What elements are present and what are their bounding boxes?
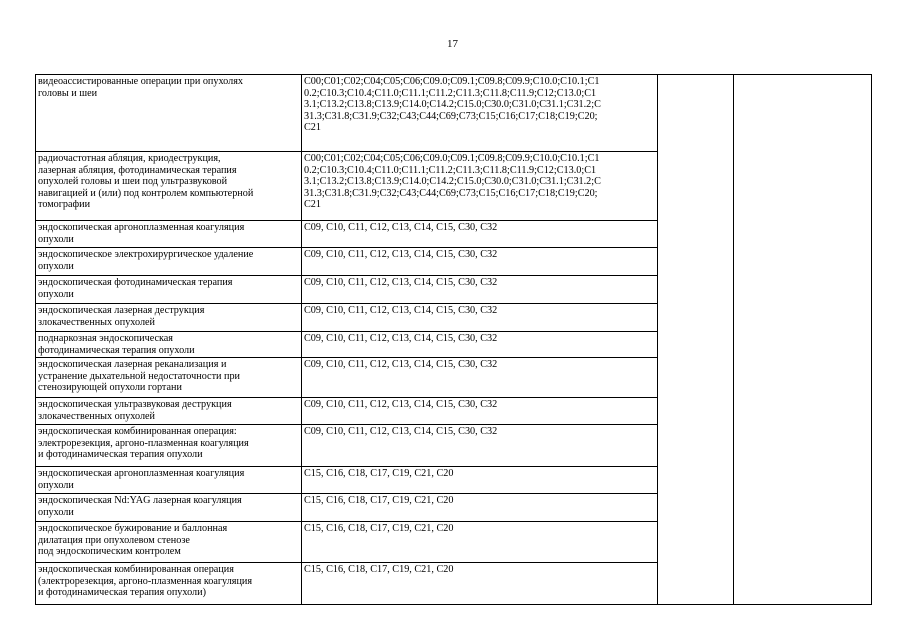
codes-cell: C09, C10, C11, C12, C13, C14, C15, C30, C32 <box>302 425 658 467</box>
procedure-cell: видеоассистированные операции при опухолях головы и шеи <box>36 75 302 152</box>
codes-cell: C15, C16, C18, C17, C19, C21, C20 <box>302 467 658 494</box>
codes-cell: C15, C16, C18, C17, C19, C21, C20 <box>302 522 658 563</box>
procedure-cell: радиочастотная абляция, криодеструкция, лазерная абляция, фотодинамическая терапия опухолей головы и шеи под ультразвуковой навигацией и (или) под контролем компьютерной томографии <box>36 152 302 221</box>
page-number: 17 <box>447 38 458 50</box>
procedure-table <box>35 74 872 605</box>
procedure-table-body <box>36 75 872 605</box>
procedure-cell: эндоскопическая лазерная реканализация и устранение дыхательной недостаточности при стенозирующей опухоли гортани <box>36 358 302 398</box>
procedure-cell: поднаркозная эндоскопическая фотодинамическая терапия опухоли <box>36 332 302 358</box>
procedure-cell: эндоскопическая ультразвуковая деструкция злокачественных опухолей <box>36 398 302 425</box>
procedure-cell: эндоскопическая аргоноплазменная коагуляция опухоли <box>36 467 302 494</box>
empty-cell <box>734 75 872 605</box>
procedure-cell: эндоскопическая комбинированная операция: электрорезекция, аргоно-плазменная коагуляция и фотодинамическая терапия опухоли <box>36 425 302 467</box>
procedure-cell: эндоскопическое электрохирургическое удаление опухоли <box>36 248 302 276</box>
codes-cell: C09, C10, C11, C12, C13, C14, C15, C30, C32 <box>302 332 658 358</box>
table-row <box>36 75 872 152</box>
codes-cell: C09, C10, C11, C12, C13, C14, C15, C30, C32 <box>302 398 658 425</box>
codes-cell: C15, C16, C18, C17, C19, C21, C20 <box>302 494 658 522</box>
codes-cell: C09, C10, C11, C12, C13, C14, C15, C30, C32 <box>302 221 658 248</box>
procedure-cell: эндоскопическая Nd:YAG лазерная коагуляция опухоли <box>36 494 302 522</box>
procedure-cell: эндоскопическая аргоноплазменная коагуляция опухоли <box>36 221 302 248</box>
procedure-cell: эндоскопическая лазерная деструкция злокачественных опухолей <box>36 304 302 332</box>
codes-cell: C09, C10, C11, C12, C13, C14, C15, C30, C32 <box>302 358 658 398</box>
procedure-cell: эндоскопическая комбинированная операция (электрорезекция, аргоно-плазменная коагуляция и фотодинамическая терапия опухоли) <box>36 563 302 605</box>
procedure-cell: эндоскопическая фотодинамическая терапия опухоли <box>36 276 302 304</box>
codes-cell: C15, C16, C18, C17, C19, C21, C20 <box>302 563 658 605</box>
codes-cell: C00;C01;C02;C04;C05;C06;C09.0;C09.1;C09.8;C09.9;C10.0;C10.1;C1 0.2;C10.3;C10.4;C11.0;C11.1;C11.2;C11.3;C11.8;C11.9;C12;C13.0;C1 3.1;C13.2;C13.8;C13.9;C14.0;C14.2;C15.0;C30.0;C31.0;C31.1;C31.2;C 31.3;C31.8;C31.9;C32;C43;C44;C69;C73;C15;C16;C17;C18;C19;C20; C21 <box>302 152 658 221</box>
codes-cell: C09, C10, C11, C12, C13, C14, C15, C30, C32 <box>302 248 658 276</box>
empty-cell <box>658 75 734 605</box>
codes-cell: C00;C01;C02;C04;C05;C06;C09.0;C09.1;C09.8;C09.9;C10.0;C10.1;C1 0.2;C10.3;C10.4;C11.0;C11.1;C11.2;C11.3;C11.8;C11.9;C12;C13.0;C1 3.1;C13.2;C13.8;C13.9;C14.0;C14.2;C15.0;C30.0;C31.0;C31.1;C31.2;C 31.3;C31.8;C31.9;C32;C43;C44;C69;C73;C15;C16;C17;C18;C19;C20; C21 <box>302 75 658 152</box>
codes-cell: C09, C10, C11, C12, C13, C14, C15, C30, C32 <box>302 276 658 304</box>
codes-cell: C09, C10, C11, C12, C13, C14, C15, C30, C32 <box>302 304 658 332</box>
procedure-cell: эндоскопическое бужирование и баллонная дилатация при опухолевом стенозе под эндоскопическим контролем <box>36 522 302 563</box>
